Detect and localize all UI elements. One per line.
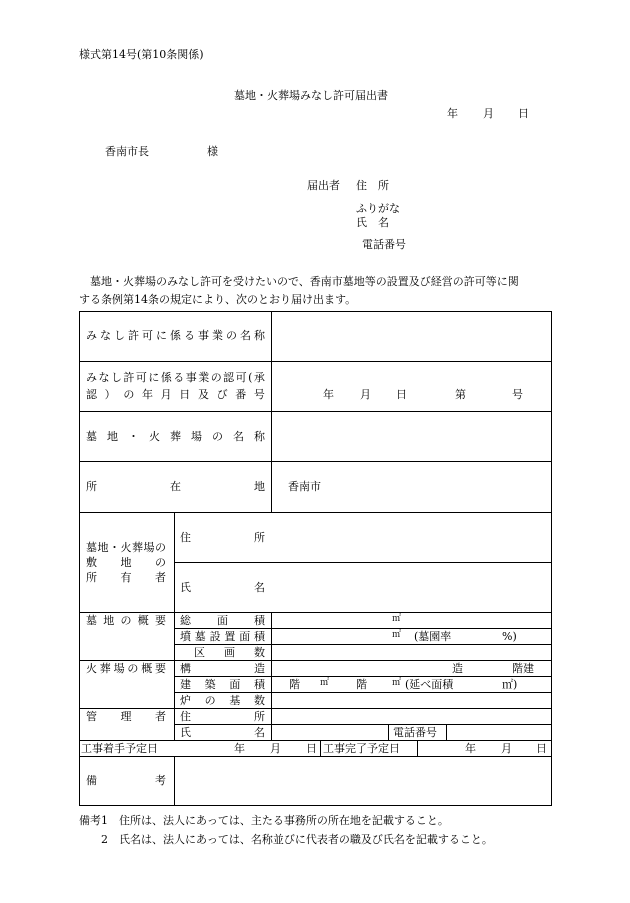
applicant-phone-label: 電話番号: [362, 238, 406, 251]
construction-end-day: 日: [536, 742, 547, 755]
construction-end-year: 年: [465, 742, 476, 755]
manager-address-label: 住 所: [180, 710, 265, 723]
crematorium-floor-2: 階: [356, 678, 367, 691]
location-label: 所 在 地: [86, 480, 265, 493]
approval-go: 号: [512, 388, 523, 401]
approval-month: 月: [360, 388, 371, 401]
cemetery-overview-label: 墓 地 の 概 要: [86, 614, 166, 627]
business-name-label: み な し 許 可 に 係 る 事 業 の 名 称: [86, 329, 265, 342]
note-2-text: 氏名は、法人にあっては、名称並びに代表者の職及び氏名を記載すること。: [119, 833, 493, 846]
crematorium-floor-1-unit: ㎡: [320, 678, 330, 688]
note-2-number: 2: [101, 833, 108, 846]
manager-name-label: 氏 名: [180, 726, 265, 739]
note-1-number: 備考1: [79, 814, 108, 827]
construction-start-month: 月: [270, 742, 281, 755]
cemetery-sections-label: 区 画 数: [194, 646, 265, 659]
applicant-name-label: 氏 名: [356, 216, 389, 229]
intro-text-line-2: する条例第14条の規定により、次のとおり届け出ます。: [79, 293, 357, 306]
crematorium-structure-kaidate: 階建: [512, 662, 534, 675]
owner-label-line-3: 所 有 者: [86, 571, 166, 584]
manager-label: 管 理 者: [86, 710, 166, 723]
construction-start-label: 工事着手予定日: [81, 742, 158, 755]
crematorium-floor-1: 階: [289, 678, 300, 691]
crematorium-total-floor-label: (延べ面積: [405, 678, 454, 691]
applicant-furigana-label: ふりがな: [356, 202, 400, 215]
cemetery-grave-area-label: 墳 墓 設 置 面 積: [180, 630, 265, 643]
approval-date-label-line-2: 認 ） の 年 月 日 及 び 番 号: [86, 388, 265, 401]
approval-year: 年: [323, 388, 334, 401]
date-month: 月: [483, 107, 494, 120]
crematorium-building-area-label: 建 築 面 積: [180, 678, 265, 691]
document-title: 墓地・火葬場みなし許可届出書: [234, 89, 388, 102]
cemetery-ratio-end: %): [502, 630, 517, 643]
construction-end-label: 工事完了予定日: [323, 742, 400, 755]
manager-phone-label: 電話番号: [393, 726, 437, 739]
approval-day: 日: [396, 388, 407, 401]
crematorium-floor-2-unit: ㎡: [392, 678, 402, 688]
date-day: 日: [518, 107, 529, 120]
cemetery-grave-area-unit: ㎡: [392, 630, 402, 640]
applicant-address-label: 住 所: [356, 179, 389, 192]
cemetery-total-area-unit: ㎡: [392, 614, 402, 624]
crematorium-overview-label: 火 葬 場 の 概 要: [86, 662, 166, 675]
crematorium-structure-label: 構 造: [180, 662, 265, 675]
owner-label-line-2: 敷 地 の: [86, 556, 166, 569]
date-year: 年: [447, 107, 458, 120]
crematorium-furnace-label: 炉 の 基 数: [180, 694, 265, 707]
form-number: 様式第14号(第10条関係): [79, 48, 204, 61]
facility-name-label: 墓 地 ・ 火 葬 場 の 名 称: [86, 430, 265, 443]
note-1-text: 住所は、法人にあっては、主たる事務所の所在地を記載すること。: [119, 814, 449, 827]
applicant-label: 届出者: [307, 179, 340, 192]
intro-text-line-1: 墓地・火葬場のみなし許可を受けたいので、香南市墓地等の設置及び経営の許可等に関: [79, 275, 519, 288]
approval-dai: 第: [455, 388, 466, 401]
owner-label-line-1: 墓 地 ・ 火 葬 場 の: [86, 541, 166, 554]
cemetery-total-area-label: 総 面 積: [180, 614, 265, 627]
approval-date-label-line-1: み な し 許 可 に 係 る 事 業 の 認 可 ( 承: [86, 371, 265, 384]
construction-end-month: 月: [501, 742, 512, 755]
cemetery-ratio-label: (墓園率: [414, 630, 452, 643]
addressee-honorific: 様: [207, 145, 218, 158]
construction-start-year: 年: [234, 742, 245, 755]
location-value: 香南市: [288, 480, 321, 493]
addressee-name: 香南市長: [105, 145, 149, 158]
construction-start-day: 日: [306, 742, 317, 755]
owner-name-label: 氏 名: [180, 581, 265, 594]
owner-address-label: 住 所: [180, 531, 265, 544]
remarks-label: 備 考: [86, 774, 166, 787]
crematorium-total-floor-end: ㎡): [502, 678, 518, 691]
crematorium-structure-zo: 造: [452, 662, 463, 675]
